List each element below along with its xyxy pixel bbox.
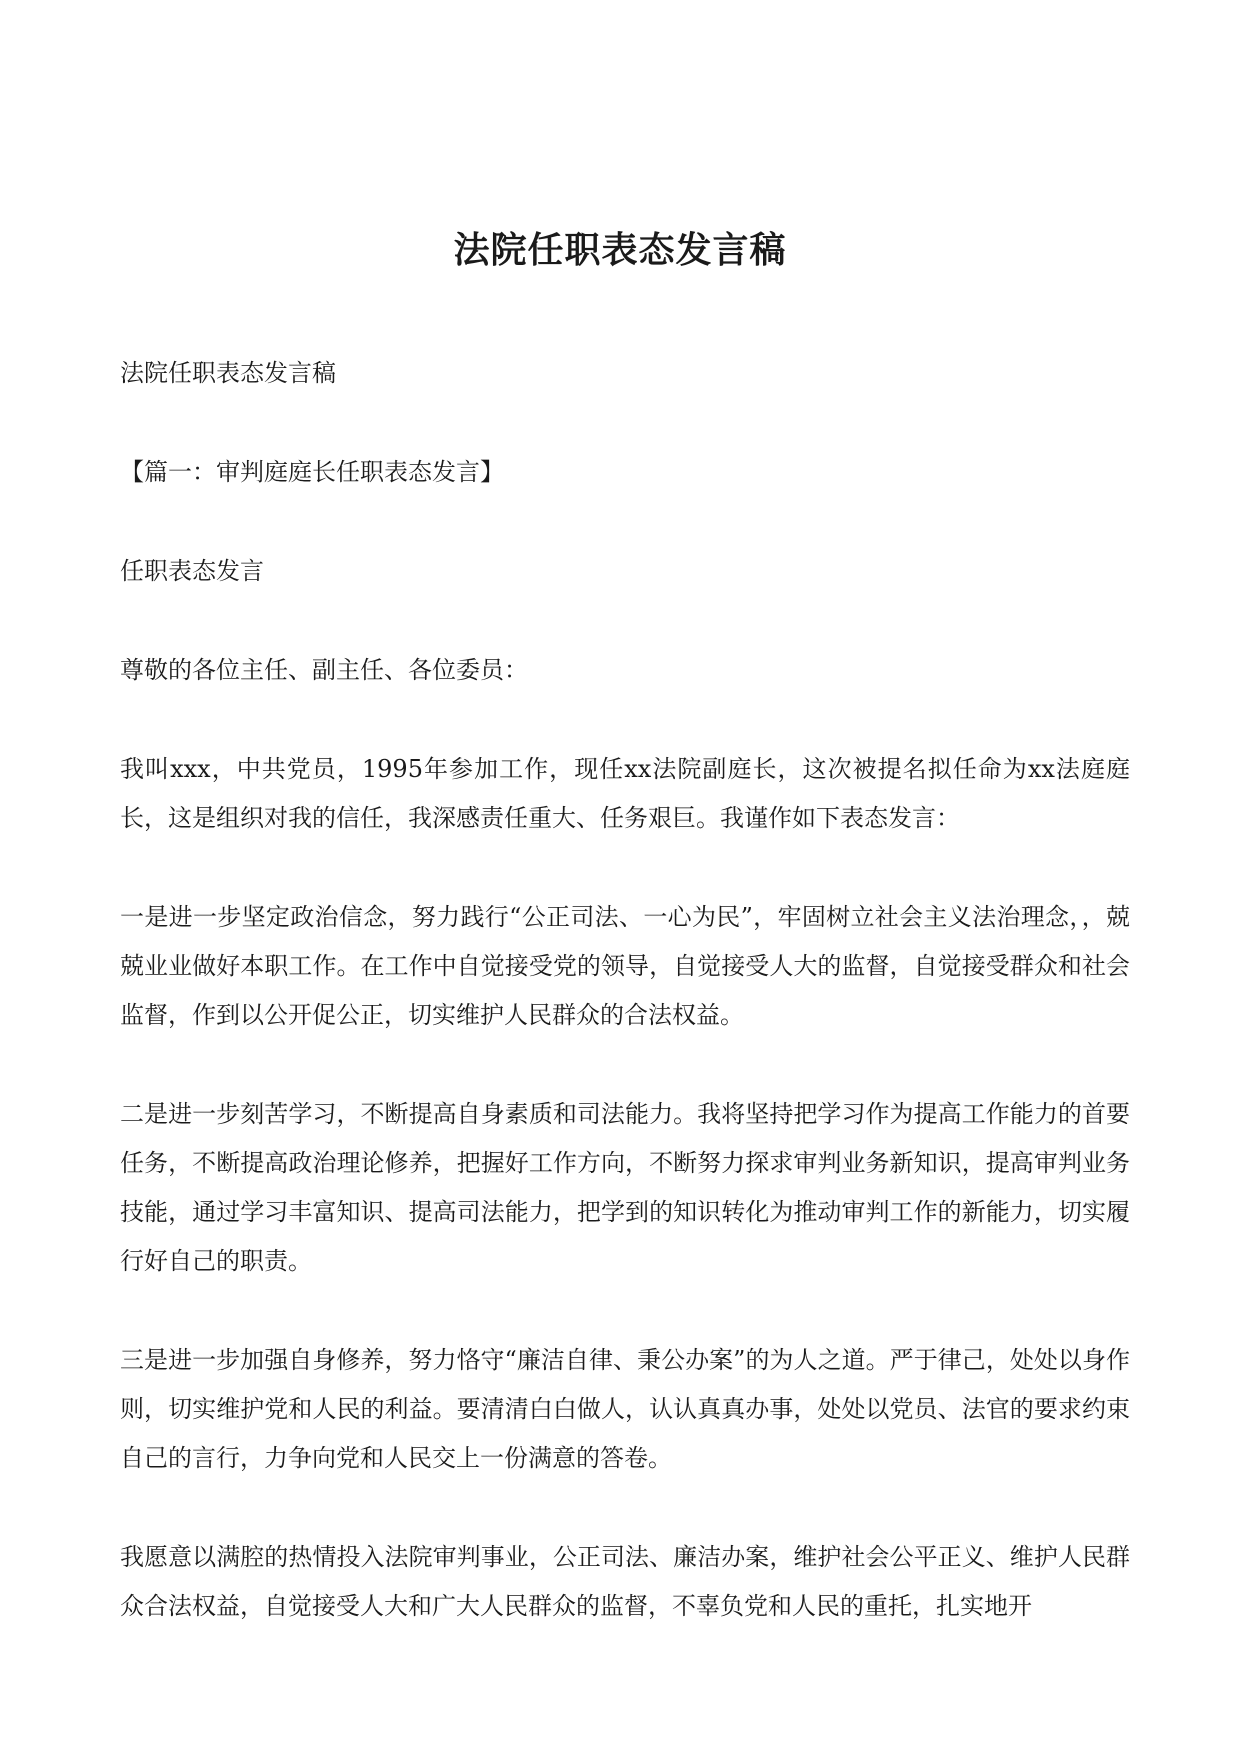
paragraph-point-one: 一是进一步坚定政治信念，努力践行“公正司法、一心为民”，牢固树立社会主义法治理念，，兢兢业业做好本职工作。在工作中自觉接受党的领导，自觉接受人大的监督，自觉接受群众和社会监督，作到以公开促公正，切实维护人民群众的合法权益。 [120, 903, 1130, 1029]
paragraph-closing: 我愿意以满腔的热情投入法院审判事业，公正司法、廉洁办案，维护社会公平正义、维护人民群众合法权益，自觉接受人大和广大人民群众的监督，不辜负党和人民的重托，扎实地开 [120, 1543, 1130, 1620]
document-title: 法院任职表态发言稿 [453, 229, 787, 271]
paragraph-introduction: 我叫xxx，中共党员，1995年参加工作，现任xx法院副庭长，这次被提名拟任命为xx法庭庭长，这是组织对我的信任，我深感责任重大、任务艰巨。我谨作如下表态发言： [120, 755, 1130, 832]
paragraph-speech-title: 任职表态发言 [120, 557, 264, 585]
paragraph-subtitle: 法院任职表态发言稿 [120, 359, 336, 387]
paragraph-point-two: 二是进一步刻苦学习，不断提高自身素质和司法能力。我将坚持把学习作为提高工作能力的首要任务，不断提高政治理论修养，把握好工作方向，不断努力探求审判业务新知识，提高审判业务技能，通过学习丰富知识、提高司法能力，把学到的知识转化为推动审判工作的新能力，切实履行好自己的职责。 [120, 1100, 1130, 1275]
document-body [120, 349, 1130, 1681]
paragraph-point-three: 三是进一步加强自身修养，努力恪守“廉洁自律、秉公办案”的为人之道。严于律己，处处以身作则，切实维护党和人民的利益。要清清白白做人，认认真真办事，处处以党员、法官的要求约束自己的言行，力争向党和人民交上一份满意的答卷。 [120, 1346, 1130, 1472]
paragraph-salutation: 尊敬的各位主任、副主任、各位委员： [120, 656, 528, 684]
paragraph-section-heading: 【篇一：审判庭庭长任职表态发言】 [120, 458, 504, 486]
